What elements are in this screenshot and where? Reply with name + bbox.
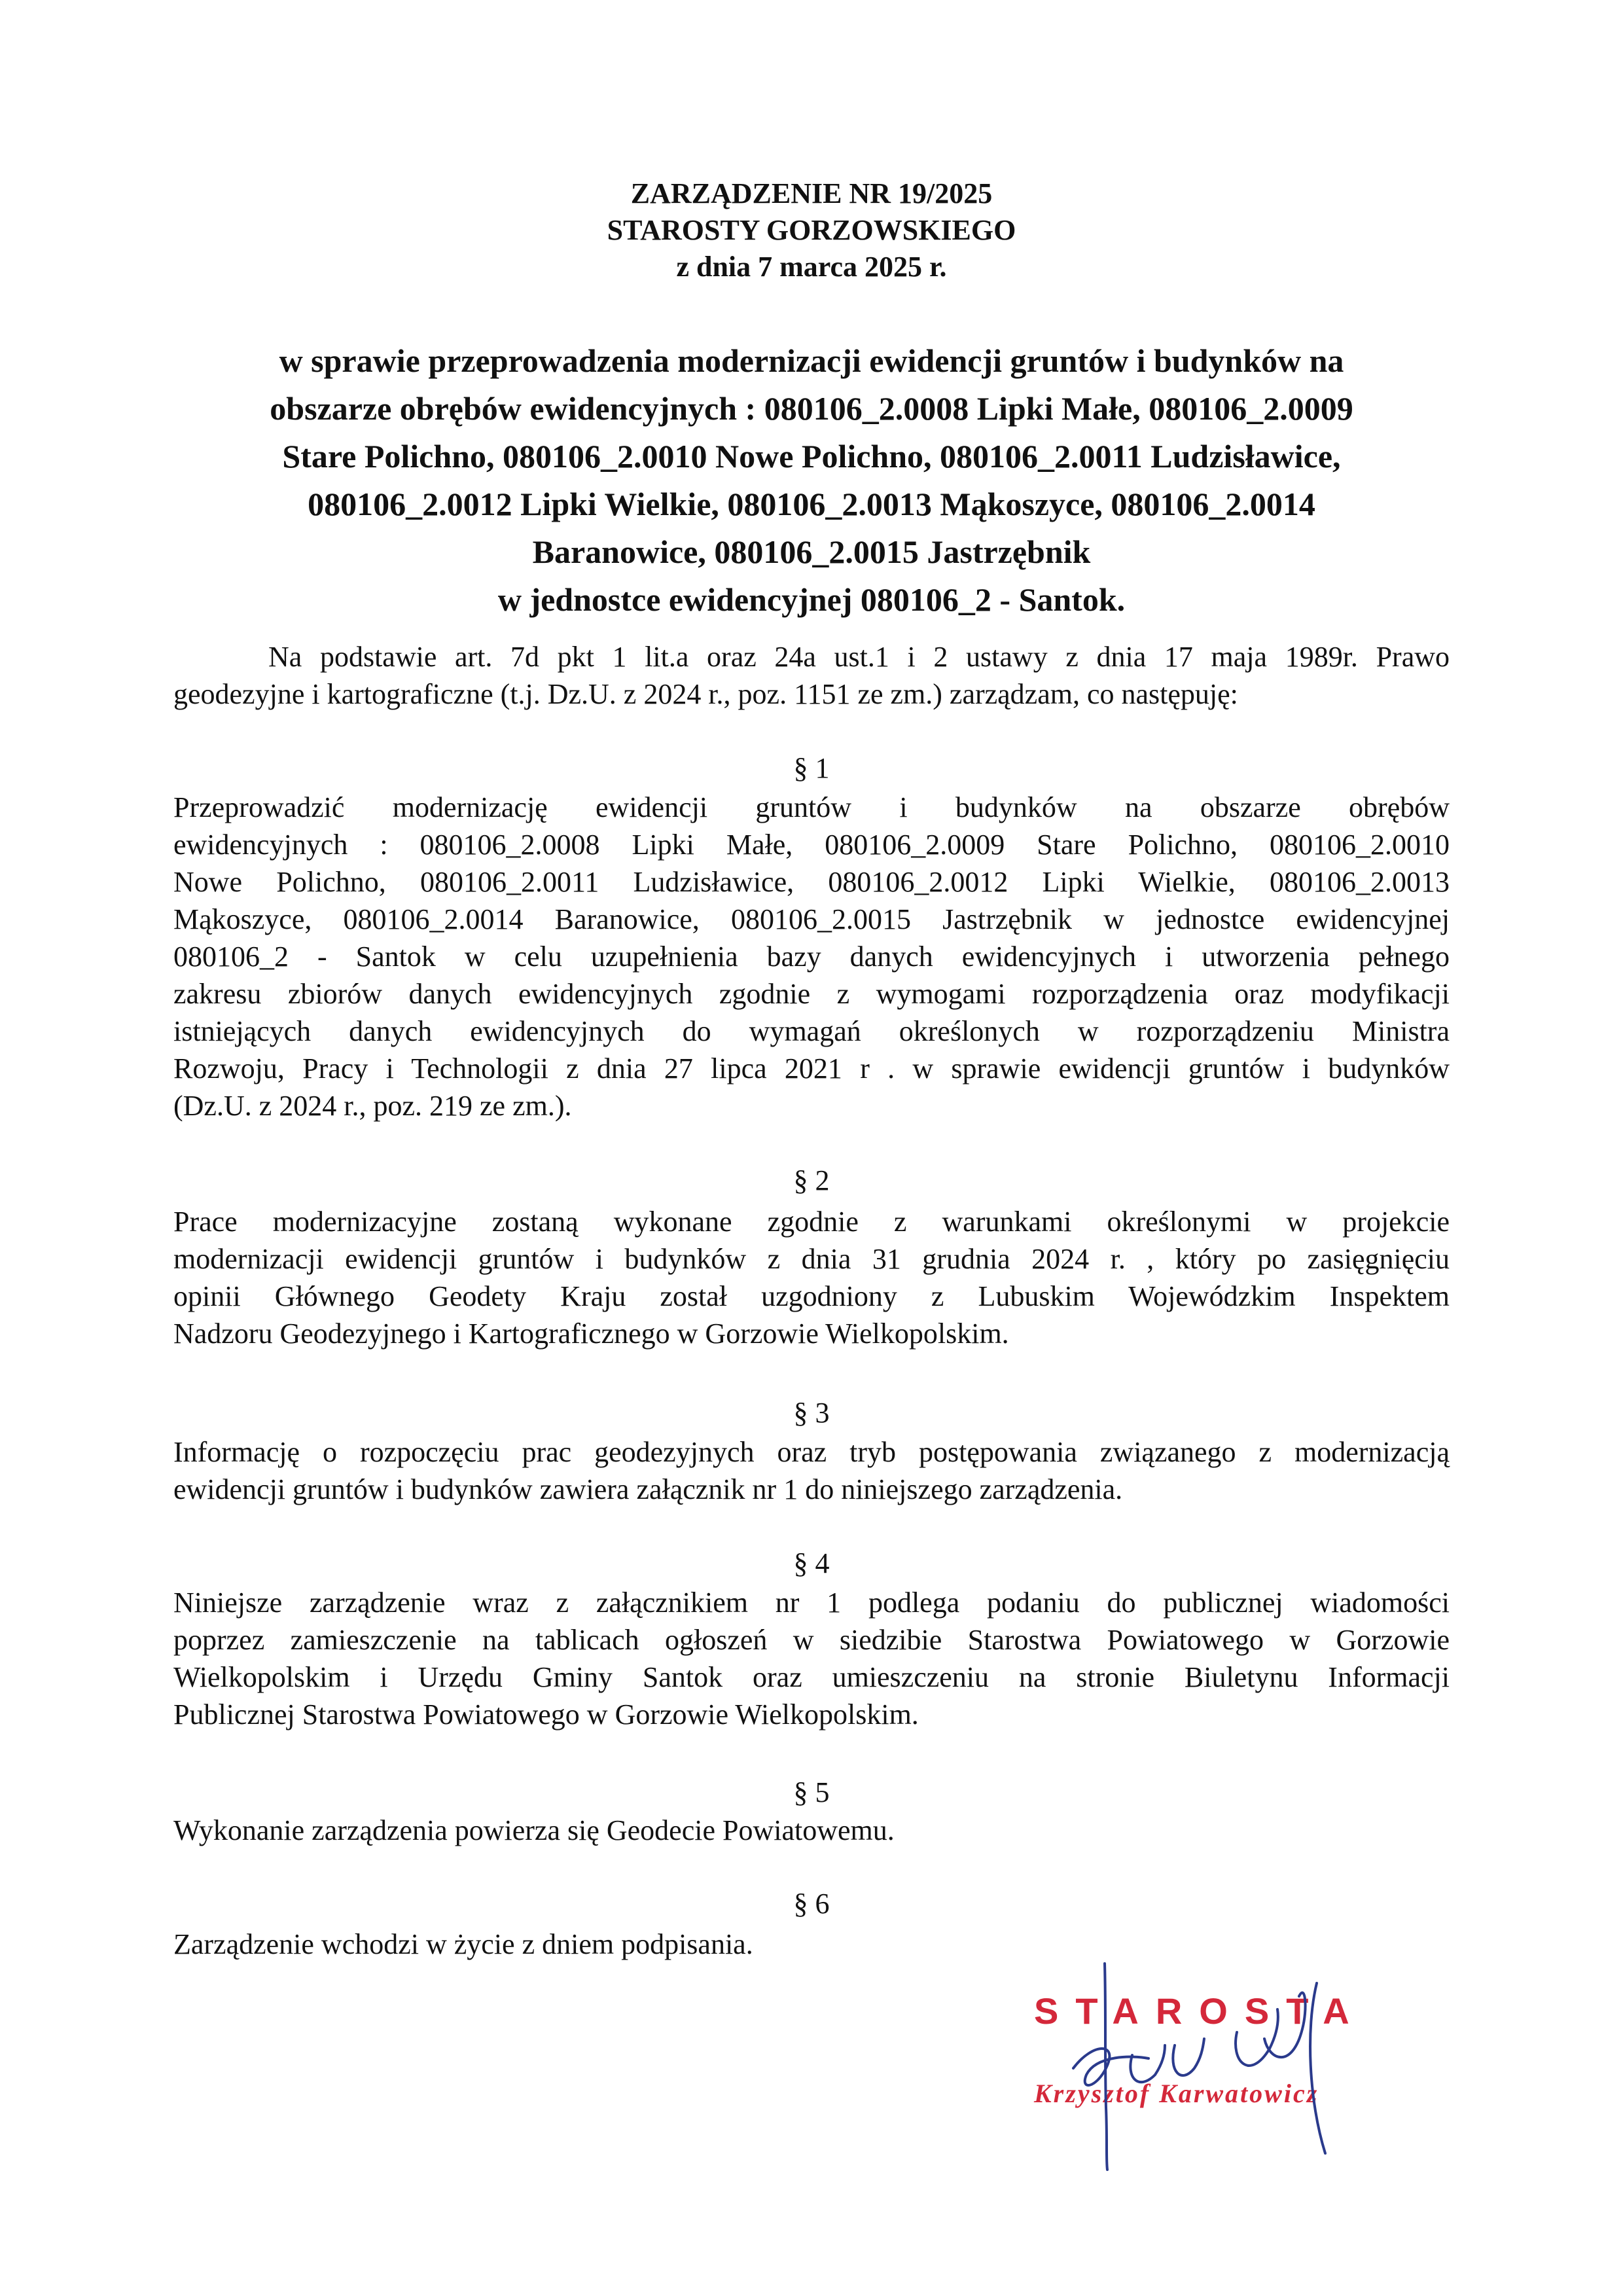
paragraph-line: geodezyjne i kartograficzne (t.j. Dz.U. z 2024 r., poz. 1151 ze zm.) zarządzam, co następuję: [173,678,1238,710]
issuing-authority: STAROSTY GORZOWSKIEGO [607,214,1016,246]
section-2-text [173,1203,1450,1352]
paragraph-line: Na podstawie art. 7d pkt 1 lit.a oraz 24a ust.1 i 2 ustawy z dnia 17 maja 1989r. Prawo [268,641,1450,673]
section-mark-1: § 1 [793,752,830,784]
paragraph-line: Nowe Polichno, 080106_2.0011 Ludzisławice, 080106_2.0012 Lipki Wielkie, 080106_2.0013 [173,866,1450,898]
paragraph-line: Wielkopolskim i Urzędu Gminy Santok oraz umieszczeniu na stronie Biuletynu Informacji [173,1661,1450,1693]
section-1-text [173,789,1450,1124]
ordinance-number: ZARZĄDZENIE NR 19/2025 [630,177,993,209]
paragraph-line: modernizacji ewidencji gruntów i budynków z dnia 31 grudnia 2024 r. , który po zasięgnięciu [173,1243,1450,1275]
paragraph-line: Rozwoju, Pracy i Technologii z dnia 27 lipca 2021 r . w sprawie ewidencji gruntów i budynków [173,1052,1450,1085]
paragraph-line: Wykonanie zarządzenia powierza się Geodecie Powiatowemu. [173,1814,895,1846]
paragraph-line: Przeprowadzić modernizację ewidencji gruntów i budynków na obszarze obrębów [173,791,1450,823]
document-header [0,175,1623,285]
paragraph-line: Zarządzenie wchodzi w życie z dniem podpisania. [173,1928,753,1960]
paragraph-line: ewidencyjnych : 080106_2.0008 Lipki Małe, 080106_2.0009 Stare Polichno, 080106_2.0010 [173,829,1450,861]
paragraph-line: (Dz.U. z 2024 r., poz. 219 ze zm.). [173,1090,572,1122]
paragraph-line: Publicznej Starostwa Powiatowego w Gorzowie Wielkopolskim. [173,1698,919,1731]
subject-line: 080106_2.0012 Lipki Wielkie, 080106_2.0013 Mąkoszyce, 080106_2.0014 [308,486,1315,522]
stamp-title: STAROSTA [1034,1990,1366,2032]
section-mark-5: § 5 [793,1776,830,1808]
paragraph-line: 080106_2 - Santok w celu uzupełnienia bazy danych ewidencyjnych i utworzenia pełnego [173,941,1450,973]
official-stamp [1034,1957,1400,2173]
paragraph-line: poprzez zamieszczenie na tablicach ogłoszeń w siedzibie Starostwa Powiatowego w Gorzowie [173,1624,1450,1656]
paragraph-line: istniejących danych ewidencyjnych do wymagań określonych w rozporządzeniu Ministra [173,1015,1450,1047]
section-mark-4: § 4 [793,1547,830,1579]
section-3-text [173,1433,1450,1508]
paragraph-line: Niniejsze zarządzenie wraz z załącznikiem nr 1 podlega podaniu do publicznej wiadomości [173,1587,1450,1619]
paragraph-line: Informację o rozpoczęciu prac geodezyjnych oraz tryb postępowania związanego z modernizacją [173,1436,1450,1468]
paragraph-line: Prace modernizacyjne zostaną wykonane zgodnie z warunkami określonymi w projekcie [173,1206,1450,1238]
subject-line: Baranowice, 080106_2.0015 Jastrzębnik [532,533,1091,570]
paragraph-line: zakresu zbiorów danych ewidencyjnych zgodnie z wymogami rozporządzenia oraz modyfikacji [173,978,1450,1010]
subject-line: obszarze obrębów ewidencyjnych : 080106_2.0008 Lipki Małe, 080106_2.0009 [270,390,1353,427]
section-5-text [173,1812,1450,1849]
paragraph-line: opinii Głównego Geodety Kraju został uzgodniony z Lubuskim Wojewódzkim Inspektem [173,1280,1450,1312]
section-mark-6: § 6 [793,1888,830,1920]
subject-line: w jednostce ewidencyjnej 080106_2 - Santok. [497,581,1126,618]
subject-line: w sprawie przeprowadzenia modernizacji ewidencji gruntów i budynków na [279,342,1344,379]
ordinance-subject [157,337,1466,624]
handwritten-signature [1034,1957,1400,2173]
section-mark-3: § 3 [793,1397,830,1429]
section-4-text [173,1584,1450,1733]
paragraph-line: ewidencji gruntów i budynków zawiera załącznik nr 1 do niniejszego zarządzenia. [173,1473,1123,1505]
paragraph-line: Mąkoszyce, 080106_2.0014 Baranowice, 080106_2.0015 Jastrzębnik w jednostce ewidencyjnej [173,903,1450,935]
section-mark-2: § 2 [793,1164,830,1196]
subject-line: Stare Polichno, 080106_2.0010 Nowe Polichno, 080106_2.0011 Ludzisławice, [282,438,1341,475]
legal-basis-paragraph [173,638,1450,713]
stamp-signatory-name: Krzysztof Karwatowicz [1034,2079,1319,2108]
paragraph-line: Nadzoru Geodezyjnego i Kartograficznego w Gorzowie Wielkopolskim. [173,1318,1009,1350]
ordinance-date: z dnia 7 marca 2025 r. [676,251,947,283]
